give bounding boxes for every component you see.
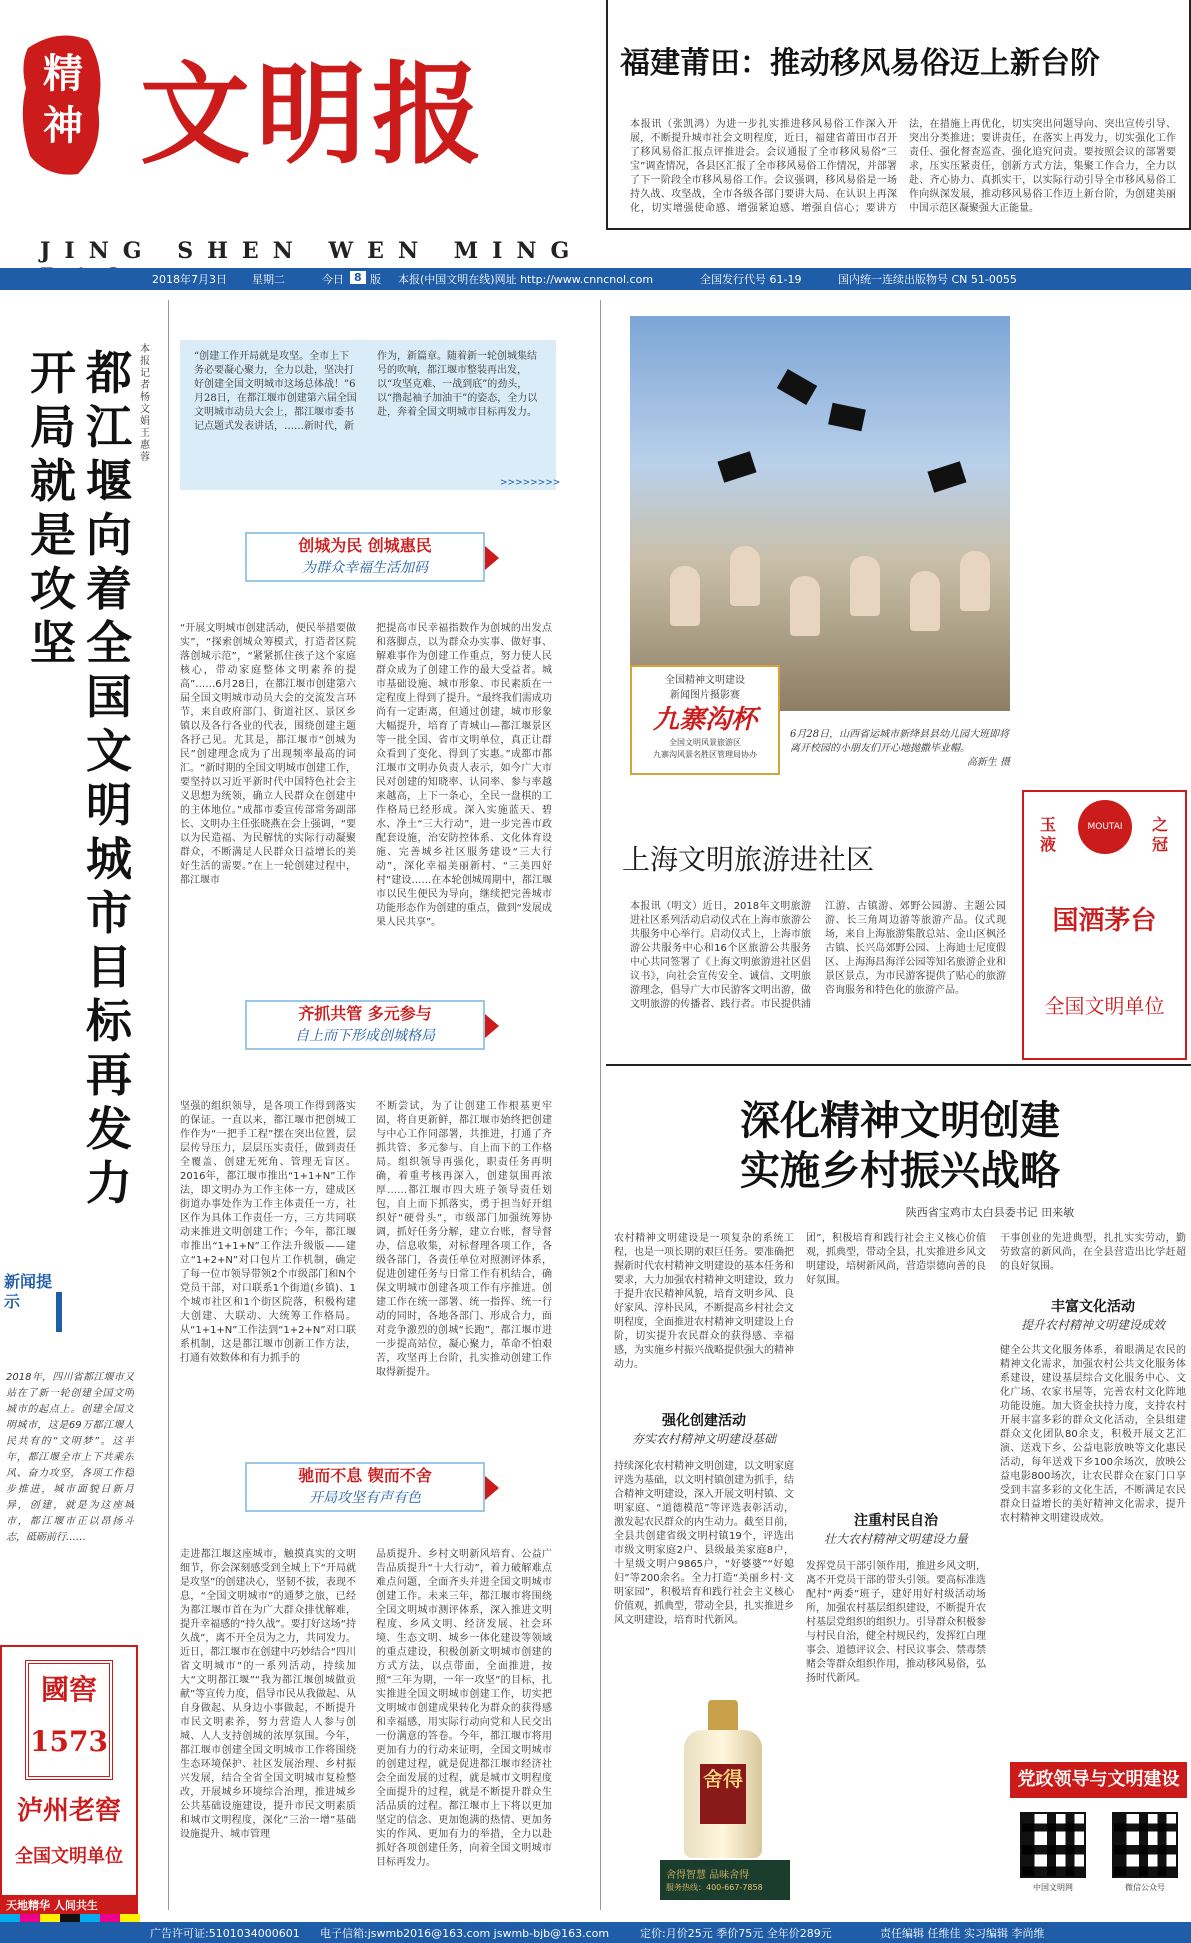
subhead-2-title: 齐抓共管 多元参与 <box>298 1004 432 1023</box>
lead-section-1-col-a: “开展文明城市创建活动，便民举措要做实”，“探索创城众筹模式，打造者区院落创城示范”，“紧紧抓住孩子这个家庭核心，带动家庭整体文明素养的提高”……6月28日，在都江堰市创建第六届全国文明城市动员大会的交流发言环节，来自政府部门、街道社区、景区乡镇以及各行各业的代表，围绕创建主题各抒己见。尤其是，都江堰市“创城为民”创建理念成为了出现频率最高的词汇。“新时期的全国文明城市创建工作，要坚持以习近平新时代中国特色社会主义思想为统领，确立人民群众在创建中的主体地位。”成都市委宣传部常务副部长、文明办主任张晓燕在会上强调，“要以为民造福、为民解忧的实际行动凝聚群众，不断满足人民群众日益增长的美好生活的需要。”在上一轮创建过程中，都江堰市 <box>180 623 356 886</box>
contest-name: 九寨沟杯 <box>652 705 757 735</box>
issue-weekday: 星期二 <box>252 273 285 286</box>
masthead-pinyin: JING SHEN WEN MING <box>40 238 584 264</box>
photo-caption-text: 6月28日，山西省运城市新绛县县幼儿园大班即将离开校园的小朋友们开心地抛撒毕业帽。 <box>790 729 1010 754</box>
lead-intro-box <box>180 340 556 490</box>
publication-number: 国内统一连续出版物号 CN 51-0055 <box>838 273 1017 286</box>
party-leadership-box[interactable]: 党政领导与文明建设 <box>1010 1762 1187 1798</box>
rural-headline-line-2[interactable]: 实施乡村振兴战略 <box>740 1148 1060 1194</box>
rural-subhead-2: 注重村民自治 <box>854 1513 938 1529</box>
lead-section-1-col-b: 把提高市民幸福指数作为创城的出发点和落脚点，以为群众办实事、做好事、解难事作为创建工作重点，努力使人民群众成为了创建工作的最大受益者。城市基础设施、城市形象、市民素质在一定程度上得到了提升。“最终我们需成功尚有一定距离，但通过创建，城市形象大幅提升，培育了青城山—都江堰景区等一批全国、省市文明单位，真正让群众看到了变化、得到了实惠。”成都市都江堰市文明办负责人表示，如今广大市民对创建的知晓率、认同率、参与率越来越高，上下一条心，全民一盘棋的工作格局已经形成。深入实施蓝天、碧水、净土“三大行动”，进一步完善市政配套设施，治安防控体系、文化体育设施、完善城乡社区服务建设“三大行动”，深化幸福美丽新村、“三美四好村”建设……在本轮创城周期中，都江堰市以民生便民为导向，继续把完善城市功能形态作为创建的重点，做到“发展成果人民共享”。 <box>376 623 552 928</box>
subhead-3-subtitle: 开局攻坚有声有色 <box>309 1490 421 1506</box>
footer-email[interactable]: 电子信箱:jswmb2016@163.com jswmb-bjb@163.com <box>320 1927 610 1940</box>
lead-section-3-col-a: 走进都江堰这座城市，触摸真实的文明细节，你会深刻感受到全城上下“开局就是攻坚”的创建决心，坚韧不拔，表现不息，“全国文明城市”的通梦之旅，已经为都江堰市首在为广大群众排忧解难，提升幸福感的“持久战”。要打好这场“持久战”，离不开全员为之力，共同发力。近日，都江堰市在创建中巧妙结合“四川省文明城市”的一系列活动，持续加大“文明都江堰”“我为都江堰创城做贡献”等宣传力度，倡导市民从我做起、从自身做起、从身边小事做起，不断提升市民文明素养，努力营造人人参与创城、人人支持创城的浓厚氛围。今年，都江堰市创建全国文明城市工作将围绕生态环境保护、社区发展治理、乡村振兴发展，结合全省全国文明城市复检整改，开展城乡环境综合治理，推进城乡公共基础设施建设，提升市民文明素质和城市文明程度，深化“三治一增”基础设施提升、城市管理 <box>180 1549 356 1840</box>
news-tip-text: 2018年，四川省都江堰市又站在了新一轮创建全国文明城市的起点上。创建全国文明城市，这是69万都江堰人民共有的“文明梦”。这半年，都江堰全市上下共乘东风、奋力攻坚，各项工作稳步推进，城市面貌日新月异，创建，就是为这座城市，都江堰市正以昂扬斗志，砥砺前行…… <box>6 1372 134 1543</box>
section-subhead-3 <box>245 1462 485 1512</box>
top-story-body: 本报讯（张凯鸿）为进一步扎实推进移风易俗工作深入开展，不断提升城市社会文明程度，近日，福建省莆田市召开了移风易俗汇报点评推进会。会议通报了全市移风易俗“三宝”调查情况，各县区汇报了全市移风易俗工作情况，并部署了下一阶段全市移风易俗工作。会议强调，移风易俗是一场持久战、攻坚战，全市各级各部门要讲大局、在认识上再深化，切实增强使命感、增强紧迫感、增强自信心；要讲方法，在措施上再优化，切实突出问题导向、突出宣传引导、突出分类推进；要讲责任，在落实上再发力，切实强化工作责任、强化督查巡查、强化追究问责。要按照会议的部署要求，压实压紧责任，创新方式方法，集聚工作合力，全力以赴、齐心协力、真抓实干，以实际行动引导全市移风易俗工作向纵深发展，推动移风易俗工作迈上新台阶，为创建美丽中国示范区凝聚强大正能量。 <box>630 119 1176 214</box>
news-tip-hook-icon <box>50 1292 62 1332</box>
distribution-code: 全国发行代号 61-19 <box>700 273 802 286</box>
subhead-2-subtitle: 自上而下形成创城格局 <box>295 1028 435 1044</box>
wine-ad-slogan: 舍得智慧 品味舍得 <box>666 1870 750 1881</box>
subhead-1-subtitle: 为群众幸福生活加码 <box>302 560 428 576</box>
website-link[interactable]: 本报(中国文明在线)网址 http://www.cnncnol.com <box>398 273 654 286</box>
rural-col-top: 干事创业的先进典型，扎扎实实劳动，勤劳致富的新风尚，在全县营造出比学赶超的良好氛围。 <box>1000 1233 1186 1272</box>
bottle-label: 舍得 <box>700 1764 746 1824</box>
issue-pages-suffix: 版 <box>370 273 381 286</box>
rural-section-2-body: 发挥党员干部引领作用，推进乡风文明，离不开党员干部的带头引领。要高标准选配村“两委”班子，建好用好村级活动场所，加强农村基层组织建设，不断提升农村基层党组织的组织力。引导群众积极参与村民自治，健全村规民约，发挥红白理事会、道德评议会、村民议事会、禁毒禁赌会等群众组织作用，推动移风易俗，弘扬时代新风。 <box>806 1561 986 1684</box>
contest-line-3: 全国文明风景旅游区 <box>669 738 741 747</box>
maotai-logo-icon: MOUTAI <box>1078 800 1132 854</box>
child-figure <box>850 556 880 616</box>
section-subhead-2 <box>245 1000 485 1050</box>
maotai-side-right: 之冠 <box>1152 815 1169 854</box>
issue-date: 2018年7月3日 <box>152 273 227 286</box>
ad-brand-name: 泸州老窖 <box>16 1796 121 1826</box>
maotai-civilized-unit: 全国文明单位 <box>1044 994 1165 1018</box>
grad-cap-icon <box>828 403 866 432</box>
rural-col-mid: 团”，积极培育和践行社会主义核心价值观，抓典型，带动全县，扎实推进乡风文明建设，培树新风尚，营造崇德向善的良好氛围。 <box>806 1233 986 1286</box>
child-figure <box>790 576 820 636</box>
masthead-seal <box>18 28 108 178</box>
issue-info-bar <box>0 268 1191 290</box>
maotai-brand-name: 国酒茅台 <box>1052 906 1157 936</box>
column-divider-left <box>168 300 169 1910</box>
contest-line-2: 新闻图片摄影赛 <box>670 690 740 701</box>
issue-pages-prefix: 今日 <box>322 273 344 286</box>
lead-headline-main[interactable]: 都江堰向着全国文明城市目标再发力 <box>86 346 132 1210</box>
footer-bar <box>0 1922 1191 1943</box>
lead-section-2-col-a: 坚强的组织领导，是各项工作得到落实的保证。一直以来，都江堰市把创城工作作为“一把手工程”摆在突出位置，层层传导压力，层层压实责任，做到责任全覆盖、创建无死角、管理无盲区。2016年，都江堰市推出“1+1+N”工作法，即文明办为工作主体一方，建成区街道办事处作为工作主体责任一方，社区作为具体工作责任一方，三方共同联动来推进文明创建工作；今年，都江堰市推出“1+1+N”工作法升级版——建立“1+2+N”对口包片工作机制，确定了每一位市领导带领2个市级部门和N个党员干部，对口联系1个街道(乡镇)、1个城市社区和1个街区院落，积极构建大创建、大联动、大统筹工作格局。从“1+1+N”工作法到“1+2+N”对口联系机制，这是都江堰市创新工作方法，打通有效数体和有力抓手的 <box>180 1101 356 1364</box>
contest-line-1: 全国精神文明建设 <box>665 675 745 686</box>
qr-code-wechat[interactable] <box>1112 1812 1178 1878</box>
wine-ad-strip <box>660 1860 790 1900</box>
lead-intro-text: “创建工作开局就是攻坚。全市上下务必要凝心聚力，全力以赴，坚决打好创建全国文明城市这场总体战！”6月28日，在都江堰市创建第六届全国文明城市动员大会上，都江堰市委书记点题式发表讲话，……新时代，新作为，新篇章。随着新一轮创城集结号的吹响，都江堰市整装再出发，以“攻坚克难、一战到底”的劲头，以“撸起袖子加油干”的姿态，全力以赴，奔着全国文明城市目标再发力。 <box>194 351 538 432</box>
rural-section-3-body: 健全公共文化服务体系，着眼满足农民的精神文化需求，加强农村公共文化服务体系建设，建设基层综合文化服务中心、文化广场、农家书屋等，完善农村文化阵地功能设施。加大资金扶持力度，支持农村开展丰富多彩的群众文化活动，全县组建群众文化团队80余支，积极开展文艺汇演、送戏下乡、公益电影放映等文化惠民活动，每年送戏下乡100余场次，放映公益电影800场次，让农民群众在家门口享受到丰富多彩的文化生活，不断满足农民群众日益增长的美好精神文化需求，提升农村精神文明建设成效。 <box>1000 1345 1186 1524</box>
rural-subhead-2-sub: 壮大农村精神文明建设力量 <box>823 1532 968 1546</box>
wine-ad-phone: 服务热线：400-667-7858 <box>666 1883 763 1892</box>
graduation-photo[interactable] <box>630 316 1010 711</box>
shanghai-body: 本报讯（明文）近日，2018年文明旅游进社区系列活动启动仪式在上海市旅游公共服务中心举行。启动仪式上，上海市旅游公共服务中心和16个区旅游公共服务中心共同签署了《上海文明旅游进社区倡议书》，向社会宣传安全、诚信、文明旅游理念，倡导广大市民游客文明出游，做文明旅游的传播者、践行者。市民提供浦江游、古镇游、郊野公园游、主题公园游、长三角周边游等旅游产品。仪式现场，来自上海旅游集散总站、金山区枫泾古镇、长兴岛郊野公园、上海迪士尼度假区、上海海昌海洋公园等知名旅游企业和景区景点，为市民游客提供了贴心的旅游咨询服务和特色化的旅游产品。 <box>630 901 1006 1010</box>
ad-civilized-unit: 全国文明单位 <box>15 1846 123 1867</box>
section-divider <box>606 1064 1191 1066</box>
rural-headline-line-1[interactable]: 深化精神文明创建 <box>740 1098 1060 1144</box>
photo-credit: 高新生 摄 <box>966 757 1010 768</box>
news-tip-badge <box>4 1272 64 1334</box>
rural-intro: 农村精神文明建设是一项复杂的系统工程，也是一项长期的艰巨任务。要准确把握新时代农村精神文明建设的基本任务和要求，大力加强农村精神文明建设，致力于提升农民精神风貌，培育文明乡风、良好家风、淳朴民风，不断提高乡村社会文明程度，全面推进农村精神文明建设上台阶，切实提升农民群众的获得感、幸福感，为实施乡村振兴战略提供强大的精神动力。 <box>614 1233 794 1370</box>
child-figure <box>670 566 700 626</box>
rural-subhead-3-sub: 提升农村精神文明建设成效 <box>1020 1318 1165 1332</box>
qr-code-wenming[interactable] <box>1020 1812 1086 1878</box>
lead-byline: 本报记者 杨文娟 王惠蓉 <box>140 344 150 463</box>
grad-cap-icon <box>777 369 817 405</box>
rural-subhead-1: 强化创建活动 <box>662 1413 746 1429</box>
news-tip-label: 新闻提示 <box>4 1272 53 1311</box>
column-divider-center <box>600 300 601 1910</box>
maotai-side-left: 玉液 <box>1040 815 1057 854</box>
rural-subhead-3: 丰富文化活动 <box>1051 1299 1135 1315</box>
contest-line-4: 九寨沟风景名胜区管理局协办 <box>653 750 757 759</box>
child-figure <box>730 546 760 606</box>
child-figure <box>910 571 940 631</box>
bottle-neck <box>708 1700 738 1730</box>
ad-slogan-bar: 天地精华 人间共生 <box>0 1895 138 1917</box>
subhead-3-arrow-icon <box>485 1476 499 1500</box>
subhead-3-title: 驰而不息 锲而不舍 <box>298 1466 432 1485</box>
footer-price: 定价:月价25元 季价75元 全年价289元 <box>640 1927 832 1940</box>
lead-headline-kicker[interactable]: 开局就是攻坚 <box>30 346 76 670</box>
lead-section-2-col-b: 不断尝试，为了让创建工作根基更牢固，将自更新鲜，都江堰市始终把创建与中心工作同部署，共推进，打通了齐抓共管、多元参与、自上而下的工作格局。组织领导再强化，职责任务再明确，着重考核再深入，创建氛围再浓厚……都江堰市四大班子领导责任划包，自上而下抓落实，勇于担当好开组织好“硬骨头”，市级部门加强统筹协调，抓好任务分解，建立台账，督导督办，信息收集，对标督理各项工作，各级各部门，各责任单位对照测评体系，促进创建任务与日常工作有机结合，确保文明城市创建各项工作有序推进。创建工作在统一部署、统一指挥、统一行动的同时，各地各部门、形成合力，面对竞争激烈的创城“长跑”，都江堰市进一步提高站位，凝心聚力，革命不怕艰苦，攻坚再上台阶，扎实推动创建工作取得新提升。 <box>376 1101 552 1378</box>
photo-caption <box>790 728 1010 770</box>
subhead-1-title: 创城为民 创城惠民 <box>298 536 432 555</box>
issue-pages-count: 8 <box>350 271 366 284</box>
color-calibration-strip <box>0 1914 140 1922</box>
footer-editors: 责任编辑 任维佳 实习编辑 李尚维 <box>880 1927 1045 1940</box>
grad-cap-icon <box>927 461 966 492</box>
section-subhead-1 <box>245 532 485 582</box>
top-story-headline[interactable]: 福建莆田：推动移风易俗迈上新台阶 <box>620 46 1100 81</box>
rural-section-1-body: 持续深化农村精神文明创建，以文明家庭评选为基础，以文明村镇创建为抓手，结合精神文明建设，深入开展文明村镇、文明家庭、“道德模范”等评选表彰活动，激发起农民群众的内生动力。截至目前，全县共创建省级文明村镇19个，评选出市级文明家庭2户、县级最美家庭8户，十星级文明户9865户，“好婆婆”“好媳妇”等200余名。全力打造“美丽乡村·文明家园”，积极培育和践行社会主义核心价值观，抓典型，带动全县，扎实推进乡风文明建设，培育时代新风。 <box>614 1461 794 1626</box>
grad-cap-icon <box>717 451 756 482</box>
qr-caption-1: 中国文明网 <box>1033 1883 1073 1892</box>
shanghai-headline[interactable]: 上海文明旅游进社区 <box>622 843 875 876</box>
child-figure <box>960 551 990 611</box>
rural-subhead-1-sub: 夯实农村精神文明建设基础 <box>631 1432 776 1446</box>
lead-section-3-col-b: 品质提升、乡村文明新风培育、公益广告品质提升“十大行动”，着力破解难点难点问题，全面齐头并进全国文明城市创建工作。未来三年，都江堰市将围绕全国文明城市测评体系，深入推进文明程度、乡风文明、经济发展、社会环境、生态文明、城乡一体化建设等领域的重点建设，积极创新文明城市创建的方式方法，以点带面，全面推进，按照“三年为期，一年一攻坚”的目标，扎实推进全国文明城市创建工作，切实把文明城市创建成果转化为群众的获得感和幸福感，用实际行动向党和人民交出一份满意的答卷。今年，都江堰市将用更加有力的行动来证明，全国文明城市的创建过程，就是促进都江堰市经济社会全面发展的过程，就是城市文明程度全面提升的过程，就是不断提升群众生活品质的过程。都江堰市上下将以更加坚定的信念、更加饱满的热情、更加务实的作风、更加有力的举措，全力以赴抓好各项创建任务，向着全国文明城市目标再发力。 <box>376 1549 552 1868</box>
qr-caption-2: 微信公众号 <box>1125 1883 1165 1892</box>
masthead-seal-text: 精神 <box>43 50 83 149</box>
footer-license: 广告许可证:5101034000601 <box>150 1927 300 1940</box>
subhead-1-arrow-icon <box>485 546 499 570</box>
guojiao-stamp-icon: 國窖1573 <box>25 1660 113 1780</box>
masthead-title: 文明报 <box>140 50 488 179</box>
subhead-2-arrow-icon <box>485 1014 499 1038</box>
photo-contest-badge <box>630 665 780 775</box>
wine-bottle-ad[interactable] <box>668 1700 778 1860</box>
lead-more-arrows: >>>>>>>> <box>500 478 561 488</box>
rural-byline: 陕西省宝鸡市太白县委书记 田来敏 <box>905 1206 1075 1219</box>
